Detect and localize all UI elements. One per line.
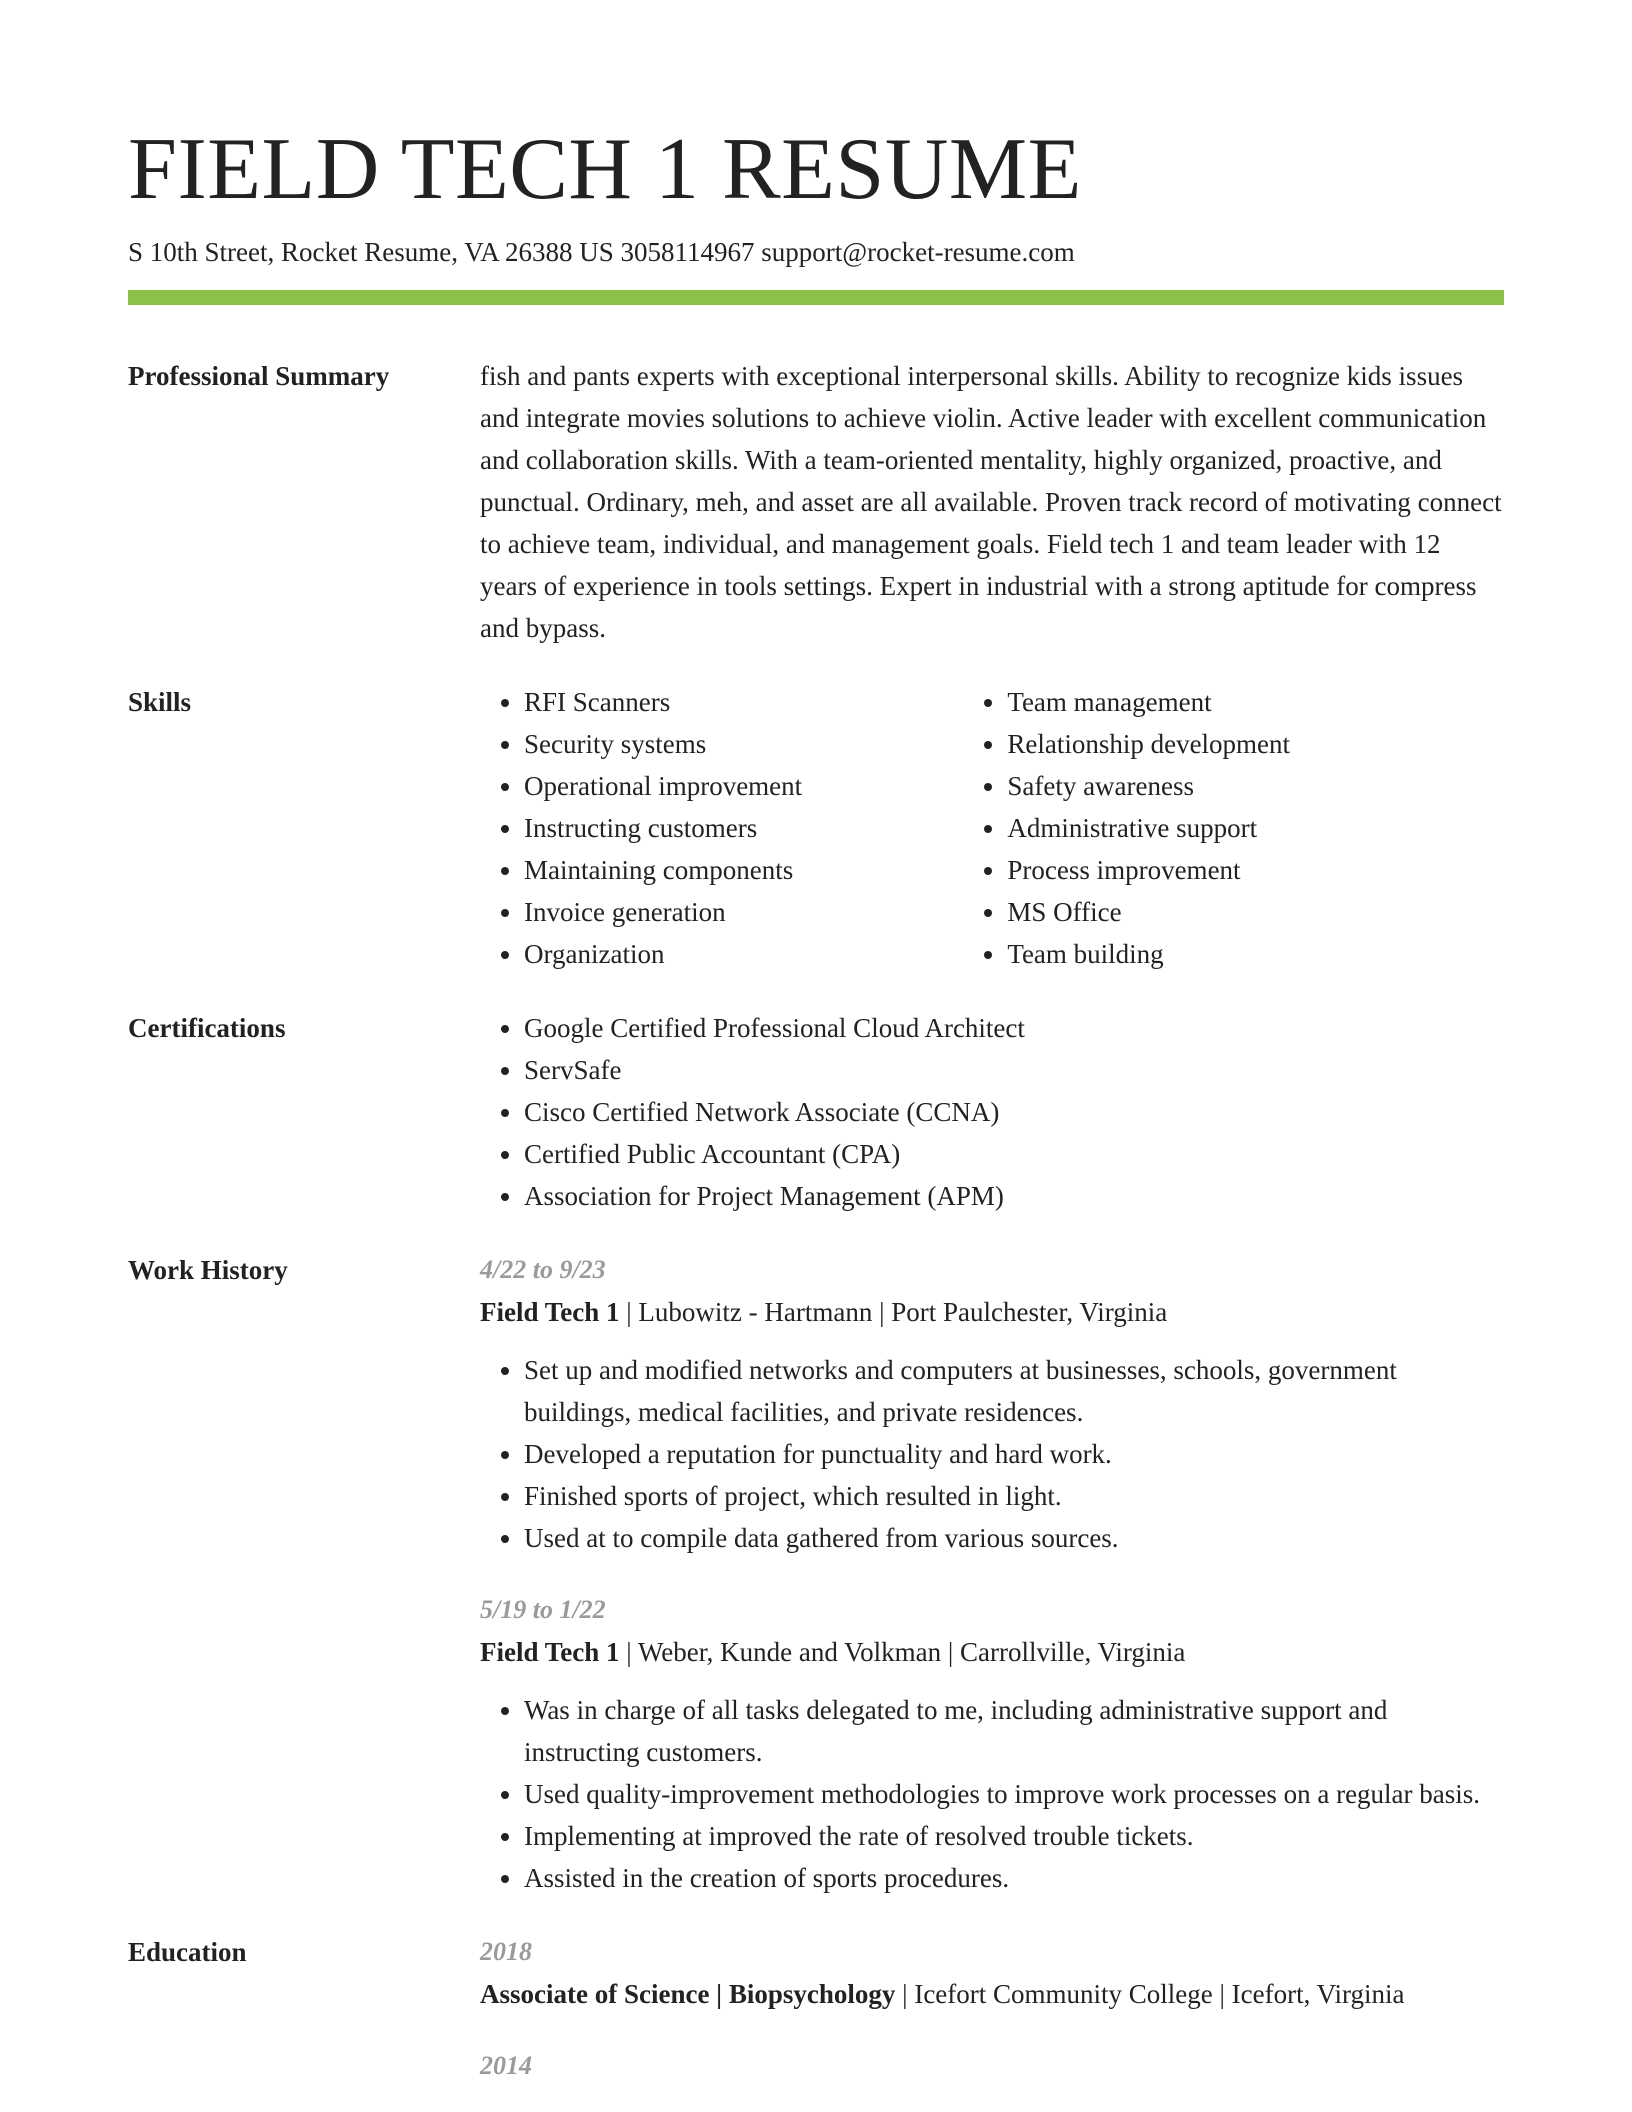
job-details: | Lubowitz - Hartmann | Port Paulchester, Virginia	[619, 1297, 1168, 1327]
job-bullet: • Used at to compile data gathered from various sources.	[524, 1517, 1504, 1559]
job-bullet: • Set up and modified networks and computers at businesses, schools, government buildings, medical facilities, and private residences.	[524, 1349, 1504, 1433]
skills-section	[128, 681, 1504, 975]
contact-line: S 10th Street, Rocket Resume, VA 26388 US 3058114967 support@rocket-resume.com	[128, 237, 1075, 267]
job-bullet: • Was in charge of all tasks delegated to me, including administrative support and instructing customers.	[524, 1689, 1504, 1773]
skill-item: • Organization	[524, 933, 963, 975]
education-entry	[480, 2045, 1504, 2087]
education-label: Education	[128, 1937, 247, 1967]
skill-item: • Process improvement	[1007, 849, 1504, 891]
job-bullet: • Used quality-improvement methodologies to improve work processes on a regular basis.	[524, 1773, 1504, 1815]
certification-item: • Cisco Certified Network Associate (CCNA)	[524, 1091, 1504, 1133]
certification-item: • ServSafe	[524, 1049, 1504, 1091]
skill-item: • Team building	[1007, 933, 1504, 975]
job-bullet: • Developed a reputation for punctuality and hard work.	[524, 1433, 1504, 1475]
skill-item: • Operational improvement	[524, 765, 963, 807]
skills-list-right	[963, 681, 1504, 975]
skill-item: • Invoice generation	[524, 891, 963, 933]
job-bullet: • Implementing at improved the rate of resolved trouble tickets.	[524, 1815, 1504, 1857]
certifications-section	[128, 1007, 1504, 1217]
education-year: 2018	[480, 1937, 532, 1966]
work-history-section	[128, 1249, 1504, 1899]
job-title: Field Tech 1	[480, 1637, 620, 1667]
certification-item: • Association for Project Management (APM)	[524, 1175, 1504, 1217]
job-entry	[480, 1249, 1504, 1559]
skills-list-left	[480, 681, 963, 975]
job-entry	[480, 1589, 1504, 1899]
skill-item: • Relationship development	[1007, 723, 1504, 765]
job-title: Field Tech 1	[480, 1297, 620, 1327]
job-bullet: • Finished sports of project, which resulted in light.	[524, 1475, 1504, 1517]
certification-item: • Certified Public Accountant (CPA)	[524, 1133, 1504, 1175]
certification-item: • Google Certified Professional Cloud Architect	[524, 1007, 1504, 1049]
job-bullet: • Assisted in the creation of sports procedures.	[524, 1857, 1504, 1899]
skill-item: • Administrative support	[1007, 807, 1504, 849]
summary-label: Professional Summary	[128, 361, 390, 391]
education-heading	[480, 1973, 1504, 2015]
education-section	[128, 1931, 1504, 2087]
job-heading	[480, 1631, 1504, 1673]
job-dates: 4/22 to 9/23	[480, 1255, 606, 1284]
certifications-label: Certifications	[128, 1013, 286, 1043]
skill-item: • Team management	[1007, 681, 1504, 723]
job-dates: 5/19 to 1/22	[480, 1595, 606, 1624]
education-entry	[480, 1931, 1504, 2015]
skills-label: Skills	[128, 687, 192, 717]
certifications-list	[480, 1007, 1504, 1217]
education-degree: Associate of Science | Biopsychology	[480, 1979, 896, 2009]
skill-item: • Maintaining components	[524, 849, 963, 891]
skill-item: • RFI Scanners	[524, 681, 963, 723]
summary-text: fish and pants experts with exceptional interpersonal skills. Ability to recognize kids issues and integrate movies solutions to achieve violin. Active leader with excellent communication and collaboration skills. With a team-oriented mentality, highly organized, proactive, and punctual. Ordinary, meh, and asset are all available. Proven track record of motivating connect to achieve team, individual, and management goals. Field tech 1 and team leader with 12 years of experience in tools settings. Expert in industrial with a strong aptitude for compress and bypass.	[480, 361, 1502, 643]
resume-page	[128, 120, 1504, 2087]
job-bullets	[480, 1349, 1504, 1559]
skill-item: • Instructing customers	[524, 807, 963, 849]
resume-title: FIELD TECH 1 RESUME	[128, 121, 1082, 218]
job-heading	[480, 1291, 1504, 1333]
skill-item: • Safety awareness	[1007, 765, 1504, 807]
job-bullets	[480, 1689, 1504, 1899]
work-history-label: Work History	[128, 1255, 288, 1285]
education-details: | Icefort Community College | Icefort, Virginia	[895, 1979, 1405, 2009]
job-details: | Weber, Kunde and Volkman | Carrollville, Virginia	[619, 1637, 1186, 1667]
summary-section	[128, 355, 1504, 649]
accent-divider	[128, 290, 1504, 305]
education-year: 2014	[480, 2051, 532, 2080]
skill-item: • MS Office	[1007, 891, 1504, 933]
skill-item: • Security systems	[524, 723, 963, 765]
